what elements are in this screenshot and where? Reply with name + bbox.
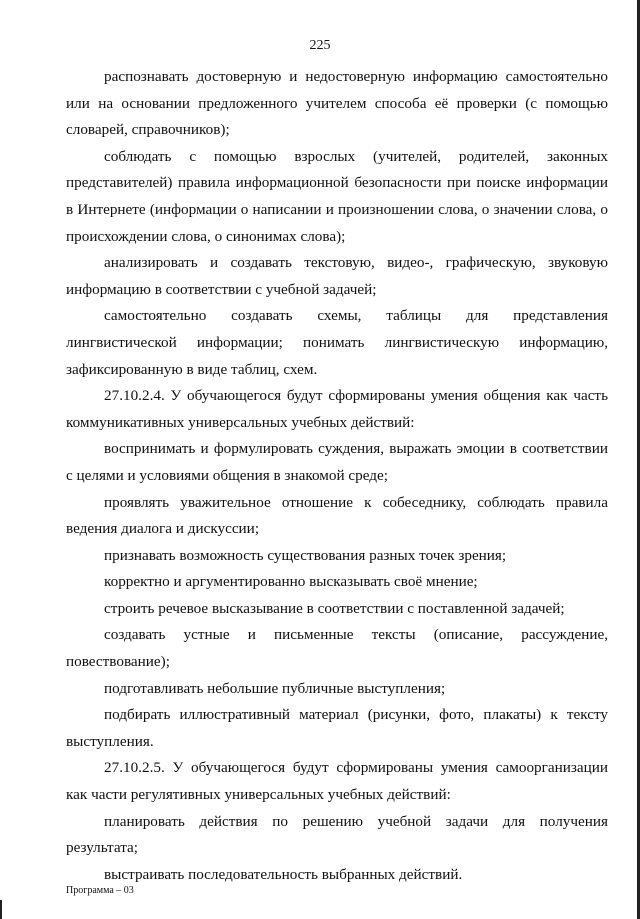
paragraph: соблюдать с помощью взрослых (учителей, родителей, законных представителей) правила информационной безопасности при поиске информации в Интернете (информации о написании и произношении слова, о значении слова, о происхождении слова, о синонимах слова); bbox=[66, 147, 608, 245]
body-text bbox=[66, 64, 608, 888]
page-number: 225 bbox=[309, 38, 331, 53]
paragraph: планировать действия по решению учебной задачи для получения результата; bbox=[66, 812, 608, 857]
paragraph: анализировать и создавать текстовую, видео-, графическую, звуковую информацию в соответствии с учебной задачей; bbox=[66, 254, 608, 298]
paragraph: выстраивать последовательность выбранных действий. bbox=[104, 865, 463, 883]
paragraph: строить речевое высказывание в соответствии с поставленной задачей; bbox=[104, 599, 565, 617]
paragraph: проявлять уважительное отношение к собеседнику, соблюдать правила ведения диалога и дискуссии; bbox=[66, 493, 608, 538]
section-paragraph: 27.10.2.5. У обучающегося будут сформированы умения самоорганизации как части регулятивных универсальных учебных действий: bbox=[66, 759, 608, 804]
footer-label: Программа – 03 bbox=[66, 885, 134, 896]
paragraph: распознавать достоверную и недостоверную информацию самостоятельно или на основании предложенного учителем способа её проверки (с помощью словарей, справочников); bbox=[66, 68, 608, 139]
paragraph: подготавливать небольшие публичные выступления; bbox=[104, 679, 446, 697]
paragraph: воспринимать и формулировать суждения, выражать эмоции в соответствии с целями и условиями общения в знакомой среде; bbox=[66, 440, 608, 484]
scan-edge-left bbox=[0, 900, 2, 919]
paragraph: подбирать иллюстративный материал (рисунки, фото, плакаты) к тексту выступления. bbox=[66, 706, 608, 750]
paragraph: признавать возможность существования разных точек зрения; bbox=[104, 546, 507, 564]
paragraph: создавать устные и письменные тексты (описание, рассуждение, повествование); bbox=[66, 626, 608, 671]
paragraph: корректно и аргументированно высказывать своё мнение; bbox=[104, 573, 478, 591]
section-paragraph: 27.10.2.4. У обучающегося будут сформированы умения общения как часть коммуникативных универсальных учебных действий: bbox=[66, 387, 608, 431]
paragraph: самостоятельно создавать схемы, таблицы для представления лингвистической информации; понимать лингвистическую информацию, зафиксированную в виде таблиц, схем. bbox=[66, 307, 608, 378]
